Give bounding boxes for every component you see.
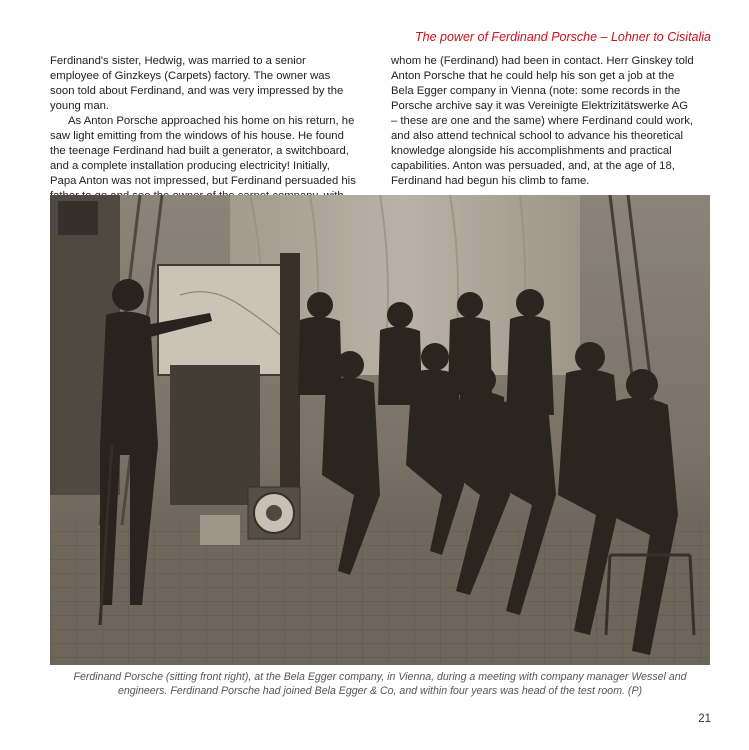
paragraph: Ferdinand's sister, Hedwig, was married to a senior employee of Ginzkeys (Carpets) factory. The owner was soon told about Ferdinand, and was very impressed by the young man. (50, 55, 344, 112)
running-title: The power of Ferdinand Porsche – Lohner to Cisitalia (415, 30, 711, 44)
page-number: 21 (698, 713, 711, 725)
paragraph: As Anton Porsche approached his home on his return, he saw light emitting from the windows of his house. He found the teenage Ferdinand had built a generator, a switchboard, and a complete installation producing electricity! Initially, Papa Anton was not impressed, but Ferdinand persuaded his (50, 115, 356, 187)
photo-illustration (50, 195, 710, 665)
text-column-left (50, 54, 356, 204)
figure-caption: Ferdinand Porsche (sitting front right), at the Bela Egger company, in Vienna, during a meeting with company manager Wessel and engineers. Ferdinand Porsche had joined Bela Egger & Co, and within four years was head of the test room. (P) (73, 671, 687, 697)
historic-photograph (50, 195, 710, 665)
paragraph: whom he (Ferdinand) had been in contact. Herr Ginskey told Anton Porsche that he could help his son get a job at the Bela Egger company in Vienna (note: some records in the Porsche archive say it was Vereinigte Elektrizitätswerke AG – these are one and the same) where Ferdinand could work, and also attend technical school to advance his theoretical knowledge alongside his accomplishments and practical capabilities. Anton was persuaded, and, at the age of 18, Ferdinand had begun his climb to fame. (391, 55, 694, 187)
text-column-right (391, 54, 697, 189)
